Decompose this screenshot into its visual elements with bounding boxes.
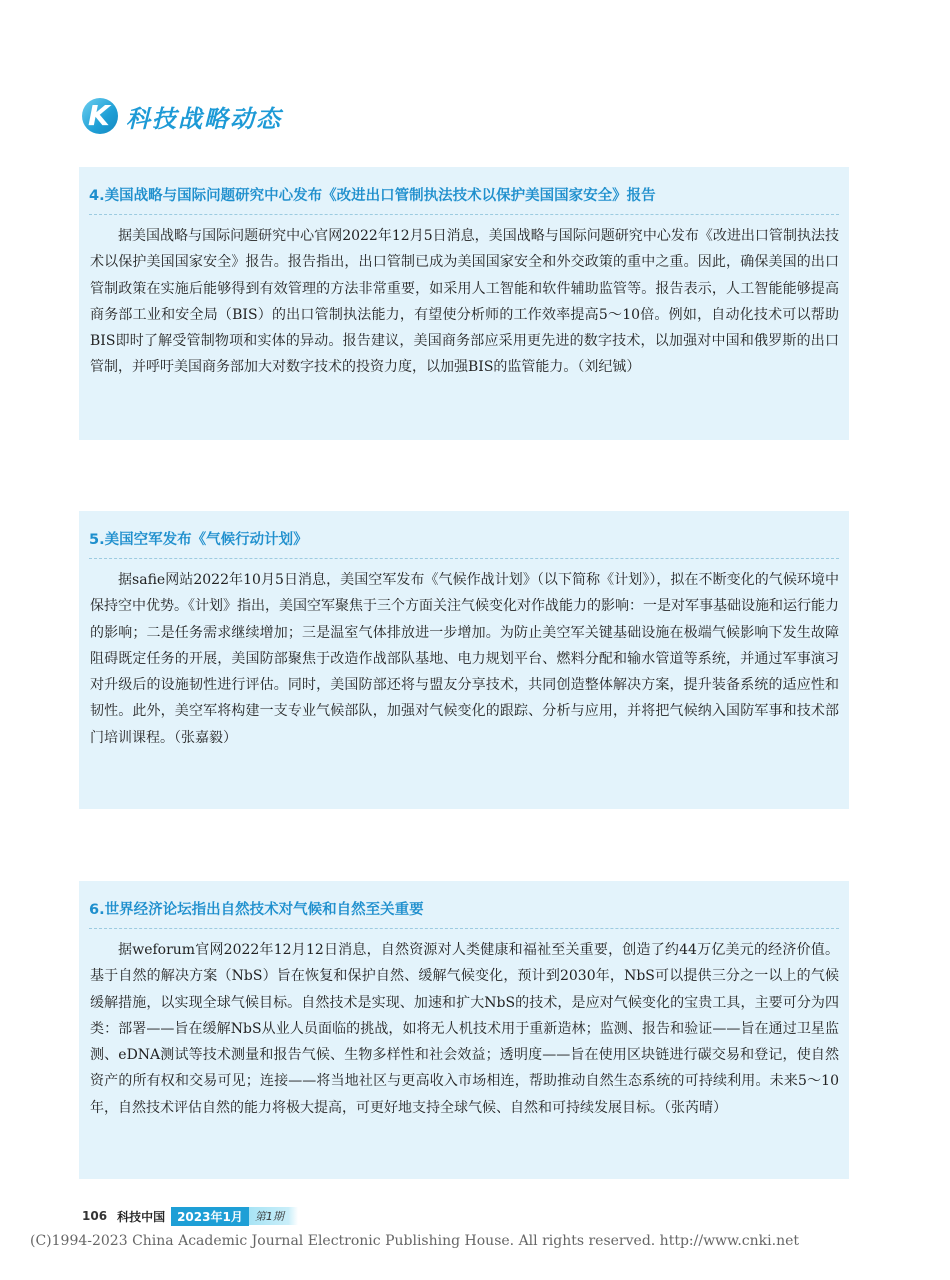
magazine-name: 科技中国 [117, 1209, 166, 1224]
logo-letter: K [88, 99, 110, 132]
article-card-4 [79, 167, 849, 440]
page-number: 106 [82, 1209, 108, 1223]
k-logo-icon [82, 98, 118, 134]
page-footer [82, 1206, 298, 1226]
article-body: 据weforum官网2022年12月12日消息，自然资源对人类健康和福祉至关重要，创造了约44万亿美元的经济价值。基于自然的解决方案（NbS）旨在恢复和保护自然、缓解气候变化，预计到2030年，NbS可以提供三分之一以上的气候缓解措施，以实现全球气候目标。自然技术是实现、加速和扩大NbS的技术，是应对气候变化的宝贵工具，主要可分为四类：部署——旨在缓解NbS从业人员面临的挑战，如将无人机技术用于重新造林；监测、报告和验证——旨在通过卫星监测、eDNA测试等技术测量和报告气候、生物多样性和社会效益；透明度——旨在使用区块链进行碳交易和登记，使自然资产的所有权和交易可见；连接——将当地社区与更高收入市场相连，帮助推动自然生态系统的可持续利用。未来5～10年，自然技术评估自然的能力将极大提高，可更好地支持全球气候、自然和可持续发展目标。（张芮晴） [90, 942, 839, 1116]
article-body: 据美国战略与国际问题研究中心官网2022年12月5日消息，美国战略与国际问题研究中心发布《改进出口管制执法技术以保护美国国家安全》报告。报告指出，出口管制已成为美国国家安全和外交政策的重中之重。因此，确保美国的出口管制政策在实施后能够得到有效管理的方法非常重要，如采用人工智能和软件辅助监管等。报告表示，人工智能能够提高商务部工业和安全局（BIS）的出口管制执法能力，有望使分析师的工作效率提高5～10倍。例如，自动化技术可以帮助BIS即时了解受管制物项和实体的异动。报告建议，美国商务部应采用更先进的数字技术，以加强对中国和俄罗斯的出口管制，并呼吁美国商务部加大对数字技术的投资力度，以加强BIS的监管能力。（刘纪铖） [90, 228, 839, 376]
section-title: 科技战略动态 [126, 104, 282, 133]
article-title: 6.世界经济论坛指出自然技术对气候和自然至关重要 [89, 881, 839, 929]
section-header [82, 96, 282, 136]
article-title: 4.美国战略与国际问题研究中心发布《改进出口管制执法技术以保护美国国家安全》报告 [89, 167, 839, 215]
issue-number: 第1期 [249, 1207, 298, 1225]
issue-date: 2023年1月 [171, 1207, 249, 1226]
article-card-5 [79, 511, 849, 809]
copyright-notice: (C)1994-2023 China Academic Journal Electronic Publishing House. All rights reserved. http://www.cnki.net [30, 1233, 800, 1249]
article-title: 5.美国空军发布《气候行动计划》 [89, 511, 839, 559]
article-body: 据safie网站2022年10月5日消息，美国空军发布《气候作战计划》（以下简称《计划》），拟在不断变化的气候环境中保持空中优势。《计划》指出，美国空军聚焦于三个方面关注气候变化对作战能力的影响：一是对军事基础设施和运行能力的影响；二是任务需求继续增加；三是温室气体排放进一步增加。为防止美空军关键基础设施在极端气候影响下发生故障阻碍既定任务的开展，美国防部聚焦于改造作战部队基地、电力规划平台、燃料分配和输水管道等系统，并通过军事演习对升级后的设施韧性进行评估。同时，美国防部还将与盟友分享技术，共同创造整体解决方案，提升装备系统的适应性和韧性。此外，美空军将构建一支专业气候部队，加强对气候变化的跟踪、分析与应用，并将把气候纳入国防军事和技术部门培训课程。（张嘉毅） [90, 572, 839, 746]
article-card-6 [79, 881, 849, 1179]
